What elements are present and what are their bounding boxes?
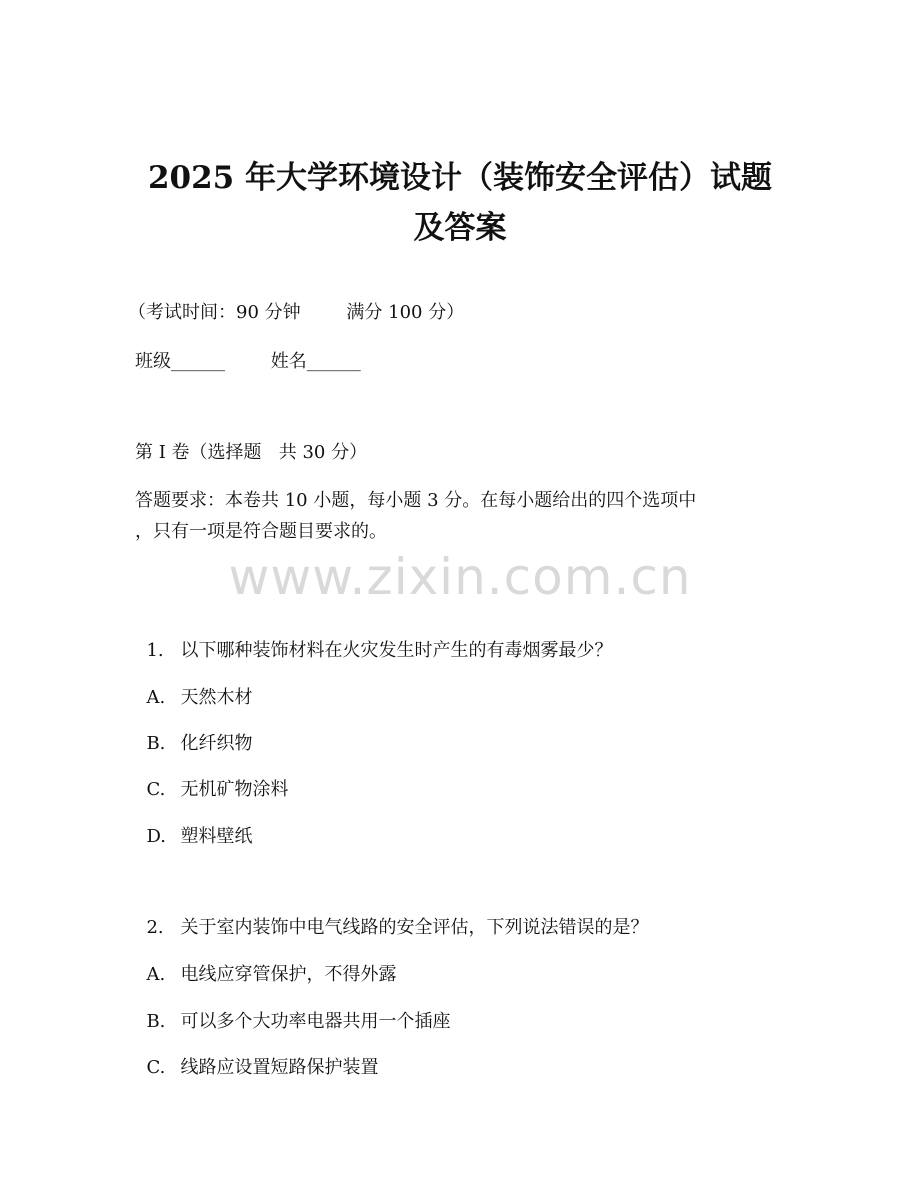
question-2 [135, 889, 648, 941]
requirement-line-1: 答题要求：本卷共 10 小题，每小题 3 分。在每小题给出的四个选项中 [135, 490, 697, 511]
document-title-line1: 2025 年大学环境设计（装饰安全评估）试题 [147, 160, 773, 196]
question-1 [135, 612, 612, 664]
option-label: B. [146, 733, 166, 754]
option-text: 线路应设置短路保护装置 [180, 1057, 379, 1078]
question-2-option-b [135, 983, 450, 1035]
class-name-fields: 班级______ 姓名______ [135, 351, 361, 372]
option-label: C. [146, 779, 166, 800]
question-text: 以下哪种装饰材料在火灾发生时产生的有毒烟雾最少？ [180, 640, 613, 661]
watermark: www.zixin.com.cn [228, 548, 692, 606]
question-1-option-c [135, 751, 288, 803]
option-label: A. [146, 687, 166, 708]
option-label: B. [146, 1011, 166, 1032]
question-number: 1. [146, 640, 164, 661]
option-text: 塑料壁纸 [180, 826, 253, 847]
question-1-option-d [135, 798, 252, 850]
option-text: 电线应穿管保护，不得外露 [180, 964, 397, 985]
option-text: 天然木材 [180, 687, 253, 708]
question-text: 关于室内装饰中电气线路的安全评估，下列说法错误的是？ [180, 917, 649, 938]
option-label: A. [146, 964, 166, 985]
question-2-option-a [135, 936, 396, 988]
question-1-option-b [135, 705, 252, 757]
question-2-option-c [135, 1029, 378, 1081]
section-header: 第 I 卷（选择题 共 30 分） [135, 442, 368, 463]
option-label: C. [146, 1057, 166, 1078]
requirement-line-2: ，只有一项是符合题目要求的。 [135, 521, 387, 542]
question-1-option-a [135, 659, 252, 711]
exam-meta: （考试时间：90 分钟 满分 100 分） [128, 302, 465, 323]
option-text: 可以多个大功率电器共用一个插座 [180, 1011, 451, 1032]
document-title-line2: 及答案 [413, 210, 507, 246]
option-text: 化纤织物 [180, 733, 253, 754]
option-label: D. [146, 826, 166, 847]
question-number: 2. [146, 917, 164, 938]
option-text: 无机矿物涂料 [180, 779, 289, 800]
